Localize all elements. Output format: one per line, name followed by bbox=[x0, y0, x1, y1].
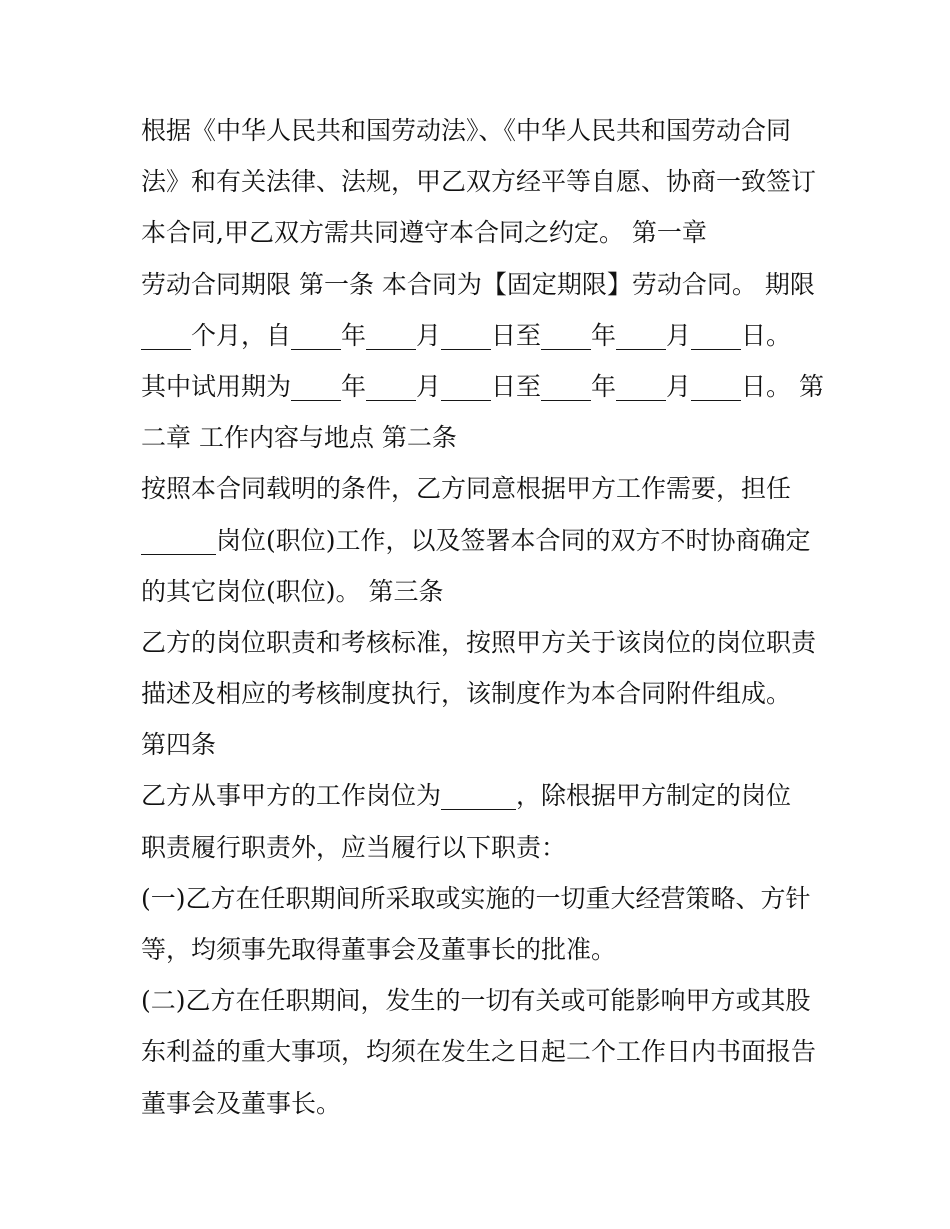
text-line: 东利益的重大事项，均须在发生之日起二个工作日内书面报告 bbox=[141, 1037, 817, 1067]
text-line: 法》和有关法律、法规，甲乙双方经平等自愿、协商一致签订 bbox=[141, 167, 817, 197]
text-line: 等，均须事先取得董事会及董事长的批准。 bbox=[141, 935, 617, 964]
text-line: 本合同,甲乙双方需共同遵守本合同之约定。 第一章 bbox=[141, 218, 707, 248]
text-line: 乙方从事甲方的工作岗位为______，除根据甲方制定的岗位 bbox=[141, 781, 792, 811]
text-line: (二)乙方在任职期间，发生的一切有关或可能影响甲方或其股 bbox=[141, 986, 811, 1016]
text-line: 描述及相应的考核制度执行，该制度作为本合同附件组成。 bbox=[141, 679, 792, 709]
text-line: 董事会及董事长。 bbox=[141, 1088, 342, 1118]
text-line: 二章 工作内容与地点 第二条 bbox=[141, 423, 457, 453]
text-line: 的其它岗位(职位)。 第三条 bbox=[141, 576, 444, 606]
text-line: 职责履行职责外，应当履行以下职责： bbox=[141, 832, 567, 862]
text-line: 劳动合同期限 第一条 本合同为【固定期限】劳动合同。 期限 bbox=[141, 269, 815, 299]
text-line: ____个月，自____年____月____日至____年____月____日。 bbox=[141, 320, 792, 350]
contract-text bbox=[141, 105, 841, 1129]
text-line: 按照本合同载明的条件，乙方同意根据甲方工作需要，担任 bbox=[141, 474, 792, 504]
text-line: 乙方的岗位职责和考核标准，按照甲方关于该岗位的岗位职责 bbox=[141, 627, 817, 657]
text-line: 根据《中华人民共和国劳动法》、《中华人民共和国劳动合同 bbox=[141, 116, 792, 145]
text-line: 第四条 bbox=[141, 730, 217, 760]
text-line: ______岗位(职位)工作，以及签署本合同的双方不时协商确定 bbox=[141, 525, 811, 555]
text-line: 其中试用期为____年____月____日至____年____月____日。 第 bbox=[141, 371, 824, 401]
text-line: (一)乙方在任职期间所采取或实施的一切重大经营策略、方针 bbox=[141, 883, 811, 913]
